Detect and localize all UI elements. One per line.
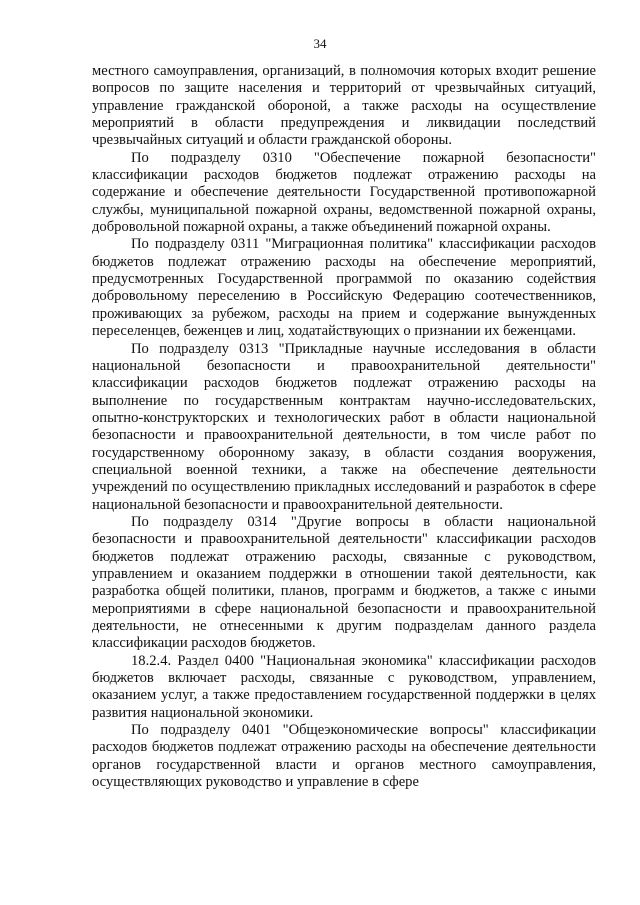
paragraph-0310: По подразделу 0310 "Обеспечение пожарной безопасности" классификации расходов бюджетов подлежат отражению расходы на содержание и обеспечение деятельности Государственной противопожарной службы, муниципальной пожарной охраны, ведомственной пожарной охраны, добровольной пожарной охраны, а также объединений пожарной охраны. [92,149,596,236]
paragraph-0313: По подразделу 0313 "Прикладные научные исследования в области национальной безопасности и правоохранительной деятельности" классификации расходов бюджетов подлежат отражению расходы на выполнение по государственным контрактам научно-исследовательских, опытно-конструкторских и технологических работ в области национальной безопасности и правоохранительной деятельности, в том числе работ по государственному оборонному заказу, в области создания вооружения, специальной военной техники, а также на обеспечение деятельности учреждений по осуществлению прикладных исследований и разработок в сфере национальной безопасности и правоохранительной деятельности. [92,340,596,513]
paragraph-0401: По подразделу 0401 "Общеэкономические вопросы" классификации расходов бюджетов подлежат отражению расходы на обеспечение деятельности органов государственной власти и органов местного самоуправления, осуществляющих руководство и управление в сфере [92,722,596,791]
paragraph-continuation: местного самоуправления, организаций, в полномочия которых входит решение вопросов по защите населения и территорий от чрезвычайных ситуаций, управление гражданской обороной, а также расходы на осуществление мероприятий в области предупреждения и ликвидации последствий чрезвычайных ситуаций и области гражданской обороны. [92,63,596,149]
page-number: 34 [313,36,327,51]
document-body [92,63,596,791]
paragraph-0311: По подразделу 0311 "Миграционная политика" классификации расходов бюджетов подлежат отражению расходы на обеспечение мероприятий, предусмотренных Государственной программой по оказанию содействия добровольному переселению в Российскую Федерацию соотечественников, проживающих за рубежом, расходы на прием и содержание вынужденных переселенцев, беженцев и лиц, ходатайствующих о признании их беженцами. [92,236,596,340]
paragraph-0314: По подразделу 0314 "Другие вопросы в области национальной безопасности и правоохранительной деятельности" классификации расходов бюджетов подлежат отражению расходы, связанные с руководством, управлением и оказанием поддержки в отношении такой деятельности, как разработка общей политики, планов, программ и бюджетов, а также с иными мероприятиями в сфере национальной безопасности и правоохранительной деятельности, не отнесенными к другим подразделам данного раздела классификации расходов бюджетов. [92,513,596,652]
paragraph-section-0400: 18.2.4. Раздел 0400 "Национальная экономика" классификации расходов бюджетов включает расходы, связанные с руководством, управлением, оказанием услуг, а также предоставлением государственной поддержки в целях развития национальной экономики. [92,652,596,721]
